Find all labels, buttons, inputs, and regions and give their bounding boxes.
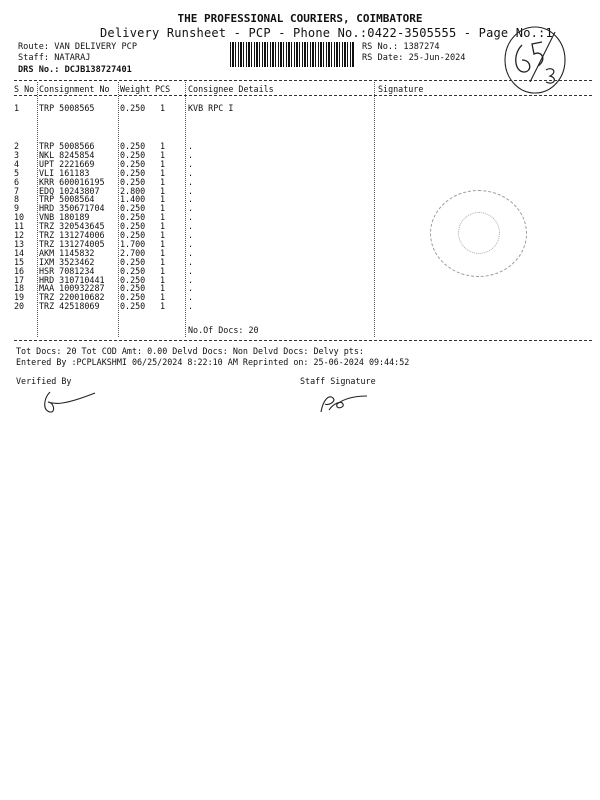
runsheet-subtitle: Delivery Runsheet - PCP - Phone No.:0422-3505555 - Page No.:1 [100, 26, 553, 40]
totals-line: Tot Docs: 20 Tot COD Amt: 0.00 Delvd Docs: Non Delvd Docs: Delvy pts: [16, 346, 364, 356]
col-weight: Weight [120, 84, 151, 94]
column-rule [118, 82, 119, 337]
divider [14, 340, 592, 341]
no-of-docs: No.Of Docs: 20 [188, 325, 259, 335]
verifier-signature-icon [40, 388, 100, 418]
rs-date: RS Date: 25-Jun-2024 [362, 53, 466, 63]
staff-signature-label: Staff Signature [300, 376, 376, 386]
drs-number: DRS No.: DCJB138727401 [18, 65, 132, 75]
column-rule [185, 82, 186, 337]
route-label: Route: VAN DELIVERY PCP [18, 42, 137, 52]
column-rule [37, 82, 38, 337]
entered-by-line: Entered By :PCPLAKSHMI 06/25/2024 8:22:10 AM Reprinted on: 25-06-2024 09:44:52 [16, 357, 410, 367]
staff-label: Staff: NATARAJ [18, 53, 91, 63]
col-pcs: PCS [155, 84, 171, 94]
col-consignment: Consignment No [39, 84, 110, 94]
company-title: THE PROFESSIONAL COURIERS, COIMBATORE [177, 12, 423, 25]
staff-signature-icon [315, 390, 375, 418]
verified-by-label: Verified By [16, 376, 72, 386]
divider [14, 95, 592, 96]
divider [14, 80, 592, 81]
col-consignee: Consignee Details [188, 84, 274, 94]
col-sno: S No [14, 84, 35, 94]
rubber-stamp-inner [458, 212, 500, 254]
rs-number: RS No.: 1387274 [362, 42, 440, 52]
handwritten-annotation-icon [500, 20, 570, 95]
column-rule [374, 82, 375, 337]
barcode [230, 42, 354, 67]
col-signature: Signature [378, 84, 424, 94]
